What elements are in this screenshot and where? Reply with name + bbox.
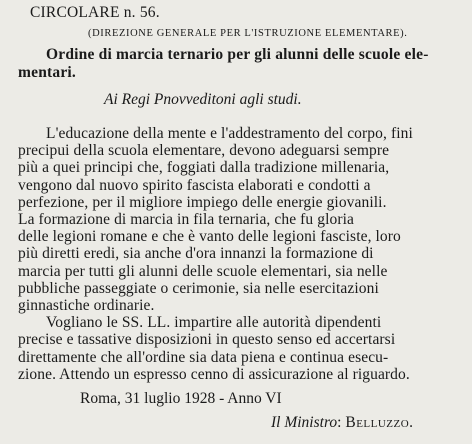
- body-text-line: Vogliano le SS. LL. impartire alle autorità dipendenti: [46, 314, 382, 332]
- signature-name: Belluzzo.: [345, 413, 414, 431]
- body-text-line: più diretti eredi, sia anche d'ora innanzi la formazione di: [18, 245, 374, 263]
- body-text-line: delle legioni romane e che è vanto delle legioni fasciste, loro: [18, 228, 401, 246]
- body-text-line: pubbliche passeggiate o cerimonie, sia nelle esercitazioni: [18, 279, 379, 297]
- circular-heading: CIRCOLARE n. 56.: [30, 4, 160, 21]
- body-text-line: vengono dal nuovo spirito fascista elaborati e condotti a: [18, 176, 371, 194]
- body-text-line: più a quei principi che, foggiati dalla tradizione millenaria,: [18, 159, 390, 177]
- body-text-line: L'educazione della mente e l'addestramento del corpo, fini: [46, 125, 413, 142]
- body-text-line: direttamente che all'ordine sia data piena e continua esecu-: [18, 348, 389, 366]
- body-text-line: precise e tassative disposizioni in questo senso ed accertarsi: [18, 331, 396, 349]
- body-text-line: precipui della scuola elementare, devono adeguarsi sempre: [18, 142, 390, 160]
- body-text-line: La formazione di marcia in fila ternaria, che fu gloria: [18, 211, 355, 228]
- body-text-line: ginnastiche ordinarie.: [18, 297, 155, 314]
- signature-block: [271, 414, 414, 432]
- signature-separator: :: [337, 413, 342, 431]
- body-text-line: zione. Attendo un espresso cenno di assicurazione al riguardo.: [18, 365, 410, 383]
- document-title-line: mentari.: [18, 64, 76, 81]
- body-text-line: marcia per tutti gli alunni delle scuole elementari, sia nelle: [18, 262, 388, 280]
- signature-role: Il Ministro: [271, 413, 338, 431]
- date-line: Roma, 31 luglio 1928 - Anno VI: [80, 389, 282, 407]
- circular-subheading: (DIREZIONE GENERALE PER L'ISTRUZIONE ELEMENTARE).: [88, 28, 408, 39]
- document-title-line: Ordine di marcia ternario per gli alunni delle scuole ele-: [46, 46, 429, 63]
- addressee-line: Ai Regi Pnovveditoni agli studi.: [104, 91, 302, 108]
- body-text-line: perfezione, per il migliore impiego delle energie giovanili.: [18, 193, 387, 211]
